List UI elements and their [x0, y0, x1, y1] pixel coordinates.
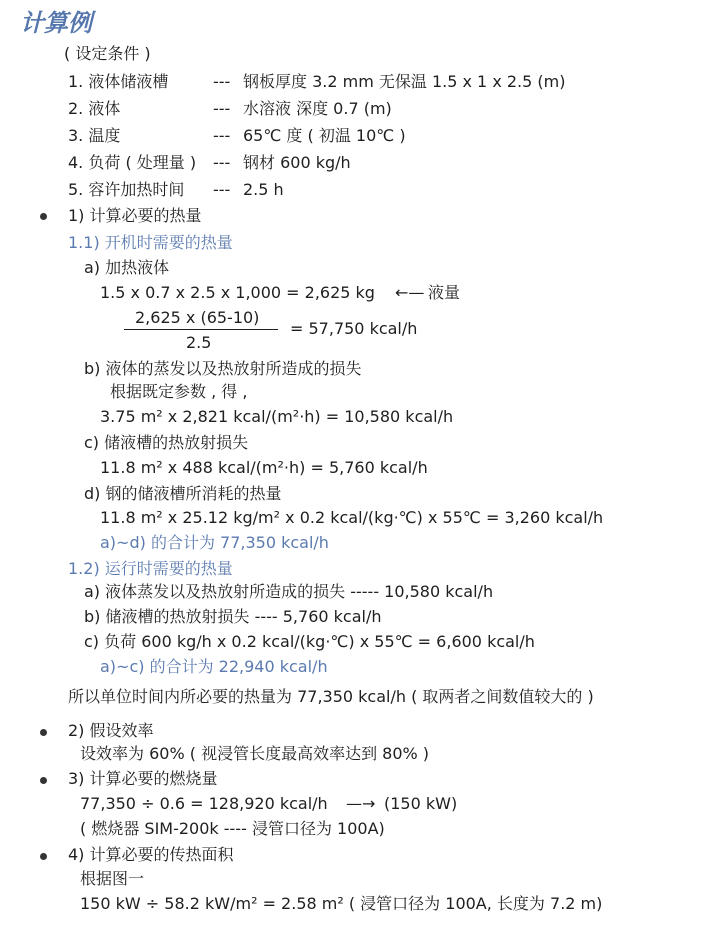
- conditions-header: ( 设定条件 ): [64, 44, 151, 63]
- section-3-equation-result: (150 kW): [384, 794, 458, 813]
- run-item-a: a) 液体蒸发以及热放射所造成的损失 ----- 10,580 kcal/h: [84, 582, 494, 601]
- condition-dash-1: ---: [213, 72, 231, 91]
- section-3-heading: 3) 计算必要的燃烧量: [68, 769, 218, 788]
- condition-dash-5: ---: [213, 180, 231, 199]
- condition-value-4: 钢材 600 kg/h: [243, 153, 351, 172]
- bullet-4: [40, 853, 47, 860]
- item-a-equation: 1.5 x 0.7 x 2.5 x 1,000 = 2,625 kg: [100, 283, 375, 302]
- section-1-2-total: a)~c) 的合计为 22,940 kcal/h: [100, 657, 328, 676]
- section-4-heading: 4) 计算必要的传热面积: [68, 845, 234, 864]
- condition-label-4: 4. 负荷 ( 处理量 ): [68, 153, 197, 172]
- left-arrow-icon: ←—: [395, 283, 425, 302]
- item-b-equation: 3.75 m² x 2,821 kcal/(m²·h) = 10,580 kcal/h: [100, 407, 454, 426]
- section-1-heading: 1) 计算必要的热量: [68, 206, 202, 225]
- right-arrow-icon: —→: [346, 794, 376, 813]
- condition-value-3: 65℃ 度 ( 初温 10℃ ): [243, 126, 406, 145]
- item-a-equation-note: 液量: [428, 283, 461, 302]
- condition-label-5: 5. 容许加热时间: [68, 180, 185, 199]
- section-4-equation: 150 kW ÷ 58.2 kW/m² = 2.58 m² ( 浸管口径为 100A, 长度为 7.2 m): [80, 894, 603, 913]
- condition-dash-3: ---: [213, 126, 231, 145]
- section-3-equation: 77,350 ÷ 0.6 = 128,920 kcal/h: [80, 794, 328, 813]
- run-item-c: c) 负荷 600 kg/h x 0.2 kcal/(kg·℃) x 55℃ = 6,600 kcal/h: [84, 632, 535, 651]
- conclusion: 所以单位时间内所必要的热量为 77,350 kcal/h ( 取两者之间数值较大的 ): [68, 687, 594, 706]
- condition-value-5: 2.5 h: [243, 180, 284, 199]
- bullet-2: [40, 729, 47, 736]
- section-1-1-heading: 1.1) 开机时需要的热量: [68, 233, 233, 252]
- item-b-note: 根据既定参数 , 得 ,: [110, 382, 248, 401]
- condition-label-2: 2. 液体: [68, 99, 121, 118]
- section-2-text: 设效率为 60% ( 视浸管长度最高效率达到 80% ): [80, 744, 430, 763]
- fraction-result: = 57,750 kcal/h: [290, 319, 418, 338]
- condition-dash-4: ---: [213, 153, 231, 172]
- item-c-label: c) 储液槽的热放射损失: [84, 433, 249, 452]
- fraction-denominator: 2.5: [186, 333, 212, 352]
- item-a-label: a) 加热液体: [84, 258, 170, 277]
- item-b-label: b) 液体的蒸发以及热放射所造成的损失: [84, 359, 362, 378]
- condition-value-2: 水溶液 深度 0.7 (m): [243, 99, 392, 118]
- section-3-note: ( 燃烧器 SIM-200k ---- 浸管口径为 100A): [80, 819, 385, 838]
- fraction-numerator: 2,625 x (65-10): [135, 308, 260, 327]
- bullet-3: [40, 777, 47, 784]
- section-1-1-total: a)~d) 的合计为 77,350 kcal/h: [100, 533, 329, 552]
- condition-value-1: 钢板厚度 3.2 mm 无保温 1.5 x 1 x 2.5 (m): [243, 72, 566, 91]
- item-d-equation: 11.8 m² x 25.12 kg/m² x 0.2 kcal/(kg·℃) x 55℃ = 3,260 kcal/h: [100, 508, 604, 527]
- section-1-2-heading: 1.2) 运行时需要的热量: [68, 559, 233, 578]
- bullet-1: [40, 213, 47, 220]
- run-item-b: b) 储液槽的热放射损失 ---- 5,760 kcal/h: [84, 607, 382, 626]
- item-d-label: d) 钢的储液槽所消耗的热量: [84, 484, 282, 503]
- fraction-bar: [124, 329, 278, 330]
- condition-label-1: 1. 液体储液槽: [68, 72, 169, 91]
- item-c-equation: 11.8 m² x 488 kcal/(m²·h) = 5,760 kcal/h: [100, 458, 428, 477]
- section-4-note: 根据图一: [80, 869, 145, 888]
- page-title: 计算例: [20, 9, 92, 37]
- condition-dash-2: ---: [213, 99, 231, 118]
- section-2-heading: 2) 假设效率: [68, 721, 154, 740]
- condition-label-3: 3. 温度: [68, 126, 121, 145]
